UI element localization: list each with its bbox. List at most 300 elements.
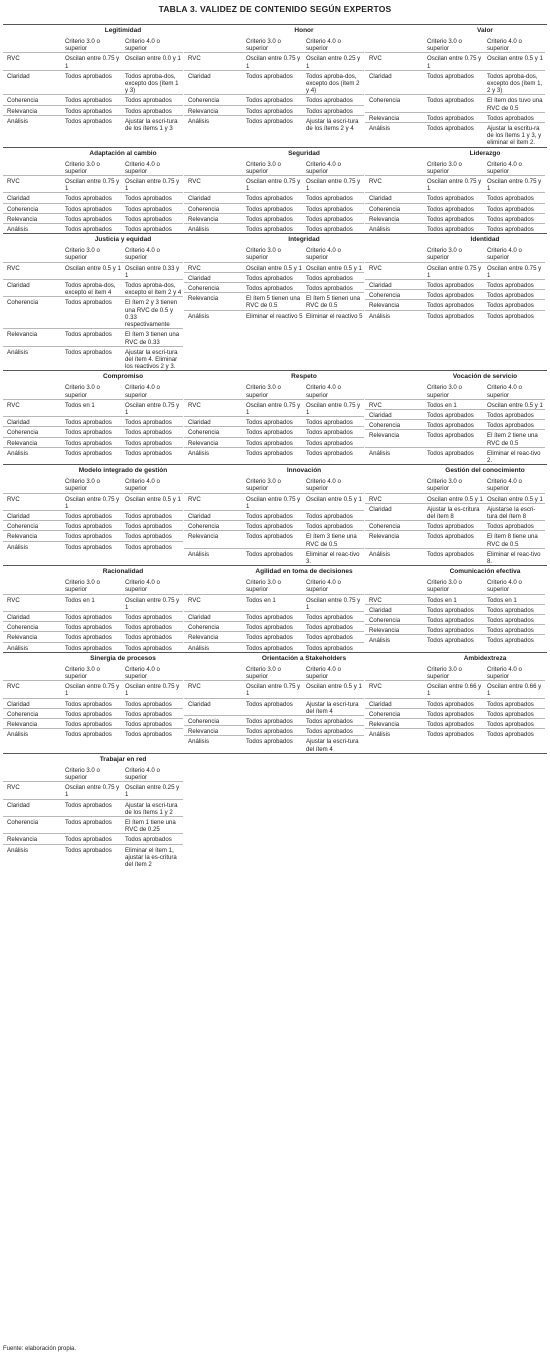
criterion-4-value: Todos aprobados	[487, 226, 534, 234]
table-row	[184, 272, 364, 282]
table-title: TABLA 3. VALIDEZ DE CONTENIDO SEGÚN EXPERTOS	[158, 4, 392, 14]
criterion-3-header: Criterio 3.0 o superior	[65, 160, 100, 175]
criteria-header	[184, 160, 364, 175]
criterion-3-value: Oscilan entre 0.66 y 1	[427, 683, 482, 698]
criterion-4-value: Todos aprobados	[306, 439, 353, 447]
table-row	[365, 399, 545, 409]
table-row	[3, 631, 183, 641]
row-label: Claridad	[188, 274, 211, 282]
table-row	[3, 541, 183, 551]
criterion-4-value: Oscilan entre 0.75 y 1	[487, 178, 542, 193]
table-row	[3, 447, 183, 457]
criterion-3-value: Todos aprobados	[246, 613, 293, 621]
criterion-4-value: Ajustar la escri-tura del ítem 4	[306, 700, 359, 715]
table-row	[3, 70, 183, 95]
criterion-4-value: Oscilan entre 0.5 y 1	[306, 264, 362, 272]
row-label: Coherencia	[369, 616, 401, 624]
criterion-4-value: Oscilan entre 0.75 y 1	[487, 264, 542, 279]
row-label: RVC	[369, 596, 382, 604]
criterion-3-value: Oscilan entre 0.75 y 1	[427, 178, 482, 193]
criterion-3-value: Todos aprobados	[65, 731, 112, 739]
criteria-header	[184, 383, 364, 398]
row-label: Claridad	[369, 505, 392, 513]
criterion-4-value: Todos aprobados	[487, 731, 534, 739]
table-row	[3, 718, 183, 728]
table-row	[3, 94, 183, 104]
criterion-4-value: Todos aprobados	[306, 205, 353, 213]
row-label: RVC	[7, 178, 20, 186]
criterion-4-value: Eliminar el reac-tivo 8.	[487, 550, 541, 565]
table-row	[365, 548, 545, 565]
table-row	[3, 192, 183, 202]
table-row	[184, 223, 364, 233]
header-spacer	[3, 767, 63, 781]
header-spacer	[365, 384, 425, 398]
criterion-4-value: Ajustarse la escri-tura del ítem 8	[487, 505, 536, 520]
construct-name: Trabajar en red	[99, 755, 147, 763]
criterion-4-value: Todos aprobados	[487, 205, 534, 213]
table-row	[3, 213, 183, 223]
row-label: Relevancia	[369, 114, 400, 122]
row-label: Coherencia	[369, 205, 401, 213]
construct-name: Legitimidad	[104, 27, 142, 34]
criterion-3-value: Todos aprobados	[246, 429, 293, 437]
criterion-4-value: Todos aprobados	[487, 292, 534, 300]
criterion-4-value: Oscilan entre 0.5 y 1	[306, 683, 362, 691]
table-row	[184, 203, 364, 213]
table-row	[365, 708, 545, 718]
criterion-3-value: Todos aprobados	[427, 710, 474, 718]
construct-name: Agilidad en toma de decisiones	[255, 568, 353, 576]
row-label: Coherencia	[188, 429, 220, 437]
construct-name: Compromiso	[102, 373, 144, 381]
construct-name: Identidad	[470, 236, 500, 244]
construct-block	[3, 25, 183, 147]
row-label: Coherencia	[188, 97, 220, 105]
construct-block	[184, 234, 364, 370]
construct-name: Respeto	[291, 373, 317, 381]
row-label: Coherencia	[7, 523, 39, 531]
validity-table	[3, 24, 547, 868]
criterion-3-value: Todos aprobados	[65, 439, 112, 447]
row-label: RVC	[369, 495, 382, 503]
criterion-3-value: Todos aprobados	[65, 846, 112, 854]
criterion-4-value: El ítem 5 tienen una RVC de 0.5	[306, 295, 361, 310]
table-row	[3, 223, 183, 233]
header-spacer	[365, 579, 425, 593]
criterion-3-value: Todos aprobados	[427, 302, 474, 310]
criterion-4-value: Todos aprobados	[487, 710, 534, 718]
table-row	[184, 192, 364, 202]
criterion-3-value: Oscilan entre 0.75 y 1	[246, 495, 301, 510]
row-label: RVC	[369, 683, 382, 691]
table-row	[3, 52, 183, 69]
construct-name: Adaptación al cambio	[89, 149, 157, 157]
header-spacer	[365, 38, 425, 52]
row-label: Claridad	[7, 419, 30, 427]
criterion-4-value: Oscilan entre 0.25 y 1	[125, 784, 180, 799]
table-band	[3, 370, 547, 464]
row-label: Relevancia	[7, 721, 38, 729]
criterion-3-value: Todos aprobados	[246, 97, 293, 105]
row-label: Claridad	[369, 195, 392, 203]
criterion-4-value: Todos aprobados	[125, 644, 172, 652]
row-label: Análisis	[7, 449, 28, 457]
criterion-3-value: Todos aprobados	[427, 195, 474, 203]
header-spacer	[184, 161, 244, 175]
criterion-3-value: Todos aprobados	[246, 439, 293, 447]
criterion-4-header: Criterio 4.0 o superior	[487, 38, 522, 53]
criterion-4-value: Todos aprobados	[125, 215, 172, 223]
criterion-4-value: Todos aprobados	[306, 226, 353, 234]
criterion-3-value: Oscilan entre 0.75 y 1	[246, 55, 301, 70]
row-label: RVC	[188, 495, 201, 503]
row-label: Relevancia	[7, 634, 38, 642]
construct-block	[184, 566, 364, 652]
criterion-4-value: Todos aprobados	[487, 312, 534, 320]
criterion-4-value: Todos aprobados	[306, 728, 353, 736]
construct-name: Ambidextreza	[463, 654, 507, 662]
criterion-3-value: Todos aprobados	[427, 606, 474, 614]
header-spacer	[184, 38, 244, 52]
table-row	[3, 203, 183, 213]
criterion-3-value: Oscilan entre 0.5 y 1	[427, 495, 483, 503]
criterion-4-value: Todos aprobados	[125, 836, 172, 844]
criterion-4-value: Oscilan entre 0.33 y 1	[125, 264, 180, 279]
table-row	[365, 213, 545, 223]
row-label: Coherencia	[7, 205, 39, 213]
criteria-header	[184, 665, 364, 680]
construct-block	[3, 754, 183, 868]
criterion-3-value: Todos en 1	[427, 401, 457, 409]
criterion-3-header: Criterio 3.0 o superior	[246, 247, 281, 262]
table-row	[184, 115, 364, 132]
criterion-3-value: Todos en 1	[427, 596, 457, 604]
criterion-3-value: Todos aprobados	[65, 634, 112, 642]
criterion-3-value: Todos aprobados	[246, 644, 293, 652]
table-row	[184, 611, 364, 621]
criterion-4-header: Criterio 4.0 o superior	[487, 160, 522, 175]
construct-block	[3, 148, 183, 234]
criteria-header	[365, 383, 545, 398]
criterion-4-value: Todos aprobados	[306, 523, 353, 531]
construct-name: Gestión del conocimiento	[445, 467, 525, 475]
criterion-4-value: Todos aprobados	[487, 616, 534, 624]
row-label: Coherencia	[369, 292, 401, 300]
table-row	[3, 105, 183, 115]
row-label: Relevancia	[188, 439, 219, 447]
table-row	[3, 833, 183, 843]
criterion-3-value: Todos aprobados	[246, 718, 293, 726]
criterion-4-value: Ajustar la escri-tura de los ítems 1 y 2	[125, 801, 178, 816]
criterion-3-value: Todos aprobados	[246, 634, 293, 642]
construct-block	[3, 465, 183, 565]
row-label: Relevancia	[188, 533, 219, 541]
criterion-4-value: Todos aprobados	[125, 205, 172, 213]
criterion-3-value: Todos aprobados	[65, 836, 112, 844]
table-row	[3, 328, 183, 345]
row-label: RVC	[7, 784, 20, 792]
construct-name: Liderazgo	[469, 149, 501, 157]
criterion-4-value: Oscilan entre 0.25 y 1	[306, 55, 361, 70]
criterion-4-header: Criterio 4.0 o superior	[487, 384, 522, 399]
row-label: RVC	[7, 683, 20, 691]
row-label: Coherencia	[369, 97, 401, 105]
criterion-3-value: Oscilan entre 0.75 y 1	[65, 683, 120, 698]
criterion-4-value: Todos aprobados	[306, 97, 353, 105]
criterion-3-value: Todos aprobados	[246, 449, 293, 457]
criterion-3-header: Criterio 3.0 o superior	[65, 478, 100, 493]
criterion-3-value: Todos aprobados	[427, 114, 474, 122]
criterion-4-value: Eliminar el reac-tivo 3.	[306, 550, 360, 565]
row-label: Coherencia	[7, 710, 39, 718]
criterion-4-value: Ajustar la escri-tura del ítem 4	[306, 738, 359, 753]
table-row	[184, 735, 364, 752]
criterion-4-value: Ajustar la escri-tura del ítem 4. Eliminar los reactivos 2 y 3.	[125, 348, 178, 371]
criterion-3-value: Eliminar el reactivo 5	[246, 312, 303, 320]
construct-block	[184, 653, 364, 753]
construct-block	[184, 371, 364, 464]
table-row	[3, 115, 183, 132]
criterion-4-header: Criterio 4.0 o superior	[125, 38, 160, 53]
criterion-3-header: Criterio 3.0 o superior	[427, 160, 462, 175]
criterion-3-value: Ajustar la es-critura del ítem 8	[427, 505, 480, 520]
table-row	[3, 799, 183, 816]
table-row	[184, 262, 364, 272]
criterion-4-value: El ítem 8 tiene una RVC de 0.5	[487, 533, 538, 548]
table-row	[184, 631, 364, 641]
criterion-3-value: Todos aprobados	[427, 637, 474, 645]
criterion-4-header: Criterio 4.0 o superior	[487, 247, 522, 262]
row-label: Claridad	[188, 613, 211, 621]
criterion-4-value: Todos aprobados	[306, 274, 353, 282]
row-label: Relevancia	[7, 836, 38, 844]
criterion-4-value: Todos aprobados	[125, 195, 172, 203]
table-row	[365, 175, 545, 192]
row-label: Relevancia	[7, 533, 38, 541]
criterion-3-value: Todos aprobados	[246, 738, 293, 746]
table-row	[184, 594, 364, 611]
table-row	[3, 594, 183, 611]
criteria-header	[3, 383, 183, 398]
criterion-4-value: Todos aprobados	[487, 114, 534, 122]
criterion-3-value: Todos aprobados	[65, 429, 112, 437]
table-row	[184, 399, 364, 416]
table-row	[3, 621, 183, 631]
criterion-3-value: Oscilan entre 0.75 y 1	[427, 264, 482, 279]
criterion-3-value: Todos aprobados	[65, 700, 112, 708]
row-label: RVC	[7, 55, 20, 63]
header-spacer	[3, 161, 63, 175]
criterion-3-value: Todos aprobados	[246, 728, 293, 736]
criterion-4-value: Todos aprobados	[125, 700, 172, 708]
row-label: Relevancia	[7, 107, 38, 115]
header-spacer	[3, 478, 63, 492]
criterion-3-value: Todos aprobados	[65, 624, 112, 632]
construct-block	[365, 371, 545, 464]
row-label: Claridad	[369, 282, 392, 290]
row-label: RVC	[7, 495, 20, 503]
criterion-4-value: Todos aprobados	[125, 97, 172, 105]
criterion-4-value: Todos aprobados	[487, 215, 534, 223]
row-label: RVC	[7, 401, 20, 409]
table-row	[184, 715, 364, 725]
criterion-4-value: Todos aprobados	[306, 613, 353, 621]
criterion-3-header: Criterio 3.0 o superior	[246, 478, 281, 493]
criterion-3-header: Criterio 3.0 o superior	[246, 665, 281, 680]
criteria-header	[184, 578, 364, 593]
row-label: RVC	[369, 178, 382, 186]
criterion-4-value: Todos aprobados	[306, 419, 353, 427]
table-row	[3, 708, 183, 718]
header-spacer	[184, 384, 244, 398]
row-label: Relevancia	[7, 439, 38, 447]
criterion-3-value: Todos aprobados	[427, 700, 474, 708]
criterion-3-value: Oscilan entre 0.5 y 1	[65, 264, 121, 272]
criterion-3-header: Criterio 3.0 o superior	[427, 665, 462, 680]
criterion-4-value: Todos aprobados	[487, 637, 534, 645]
table-row	[184, 426, 364, 436]
row-label: Coherencia	[188, 205, 220, 213]
criterion-3-value: Todos en 1	[246, 596, 276, 604]
construct-block	[184, 25, 364, 147]
criterion-4-value: Todos aprobados	[487, 282, 534, 290]
criterion-3-value: Oscilan entre 0.75 y 1	[65, 178, 120, 193]
criterion-3-header: Criterio 3.0 o superior	[65, 766, 100, 782]
table-row	[365, 728, 545, 738]
header-spacer	[3, 384, 63, 398]
table-row	[3, 781, 183, 798]
criterion-4-value: Todos aprobados	[125, 613, 172, 621]
criterion-4-value: Todos aprobados	[125, 512, 172, 520]
criterion-3-value: Todos aprobados	[65, 523, 112, 531]
header-spacer	[184, 666, 244, 680]
table-row	[3, 262, 183, 279]
table-row	[365, 718, 545, 728]
criterion-3-value: Todos aprobados	[246, 117, 293, 125]
criterion-4-header: Criterio 4.0 o superior	[125, 247, 160, 262]
criterion-4-value: Todos aprobados	[487, 627, 534, 635]
row-label: Claridad	[7, 72, 30, 80]
criterion-3-value: Oscilan entre 0.75 y 1	[246, 683, 301, 698]
table-row	[184, 680, 364, 697]
criterion-3-value: Todos aprobados	[427, 523, 474, 531]
criterion-4-value: Oscilan entre 0.75 y 1	[306, 596, 361, 611]
criterion-3-value: Todos aprobados	[65, 205, 112, 213]
table-row	[365, 624, 545, 634]
table-row	[365, 680, 545, 697]
criterion-4-value: Oscilan entre 0.75 y 1	[306, 178, 361, 193]
row-label: Relevancia	[188, 634, 219, 642]
row-label: Análisis	[188, 550, 209, 558]
row-label: Claridad	[7, 613, 30, 621]
criterion-4-value: Todos aprobados	[125, 710, 172, 718]
criterion-4-header: Criterio 4.0 o superior	[306, 384, 341, 399]
criterion-3-header: Criterio 3.0 o superior	[427, 384, 462, 399]
criterion-3-value: Todos aprobados	[65, 512, 112, 520]
criterion-4-value: Todos aprobados	[125, 624, 172, 632]
criterion-4-value: Todos aprobados	[306, 285, 353, 293]
row-label: Relevancia	[369, 432, 400, 440]
construct-block	[365, 566, 545, 652]
row-label: Coherencia	[7, 97, 39, 105]
table-row	[365, 112, 545, 122]
table-row	[3, 530, 183, 540]
table-row	[184, 94, 364, 104]
construct-block	[184, 148, 364, 234]
criterion-4-value: Todos aprobados	[125, 226, 172, 234]
table-row	[365, 503, 545, 520]
criterion-3-value: Oscilan entre 0.5 y 1	[246, 264, 302, 272]
table-row	[184, 493, 364, 510]
table-row	[3, 175, 183, 192]
criterion-4-value: Oscilan entre 0.5 y 1	[487, 55, 543, 63]
criterion-3-value: Oscilan entre 0.75 y 1	[246, 178, 301, 193]
table-row	[184, 310, 364, 320]
criterion-3-value: Todos aprobados	[246, 624, 293, 632]
row-label: Claridad	[7, 195, 30, 203]
construct-name: Valor	[477, 27, 493, 34]
criterion-4-header: Criterio 4.0 o superior	[306, 247, 341, 262]
criterion-4-value: Todos aprobados	[487, 302, 534, 310]
criterion-4-value: Todos aprobados	[125, 449, 172, 457]
criterion-4-value: El ítem 1 tiene una RVC de 0.25	[125, 819, 176, 834]
criterion-4-value: Todos aprobados	[487, 700, 534, 708]
source-note: Fuente: elaboración propia.	[3, 1346, 77, 1352]
criterion-4-value: Todos aprobados	[487, 721, 534, 729]
construct-block	[365, 25, 545, 147]
criterion-3-value: Todos aprobados	[427, 721, 474, 729]
construct-block	[365, 653, 545, 753]
row-label: Claridad	[7, 801, 30, 809]
table-band	[3, 565, 547, 652]
criteria-header	[365, 160, 545, 175]
table-row	[3, 346, 183, 371]
table-row	[3, 680, 183, 697]
construct-block	[365, 148, 545, 234]
criterion-4-value: Todos aprobados	[306, 429, 353, 437]
row-label: RVC	[188, 683, 201, 691]
table-band	[3, 147, 547, 234]
criterion-4-header: Criterio 4.0 o superior	[306, 160, 341, 175]
table-row	[184, 447, 364, 457]
criterion-4-value: Oscilan entre 0.5 y 1	[125, 495, 181, 503]
row-label: Coherencia	[369, 710, 401, 718]
construct-name: Modelo integrado de gestión	[78, 467, 168, 475]
criterion-3-value: Oscilan entre 0.75 y 1	[65, 495, 120, 510]
table-row	[184, 725, 364, 735]
row-label: Análisis	[7, 117, 28, 125]
table-row	[365, 493, 545, 503]
criterion-3-value: Todos aprobados	[246, 700, 293, 708]
row-label: Coherencia	[188, 285, 220, 293]
construct-name: Integridad	[288, 236, 320, 244]
criterion-3-value: Todos en 1	[65, 401, 95, 409]
header-spacer	[365, 247, 425, 261]
criterion-3-value: Todos aprobados	[427, 226, 474, 234]
table-row	[3, 816, 183, 833]
row-label: Análisis	[369, 731, 390, 739]
criterion-4-value: Todos aprobados	[306, 512, 353, 520]
table-row	[365, 299, 545, 309]
criterion-3-value: Todos aprobados	[65, 215, 112, 223]
criterion-4-value: Todos aproba-dos, excepto dos (ítem 1 y 3)	[125, 72, 179, 95]
criterion-3-value: Todos aprobados	[427, 422, 474, 430]
table-row	[365, 70, 545, 95]
table-row	[184, 70, 364, 95]
criterion-4-value: Todos aproba-dos, excepto dos (ítem 2 y 4)	[306, 72, 360, 95]
construct-block	[3, 566, 183, 652]
